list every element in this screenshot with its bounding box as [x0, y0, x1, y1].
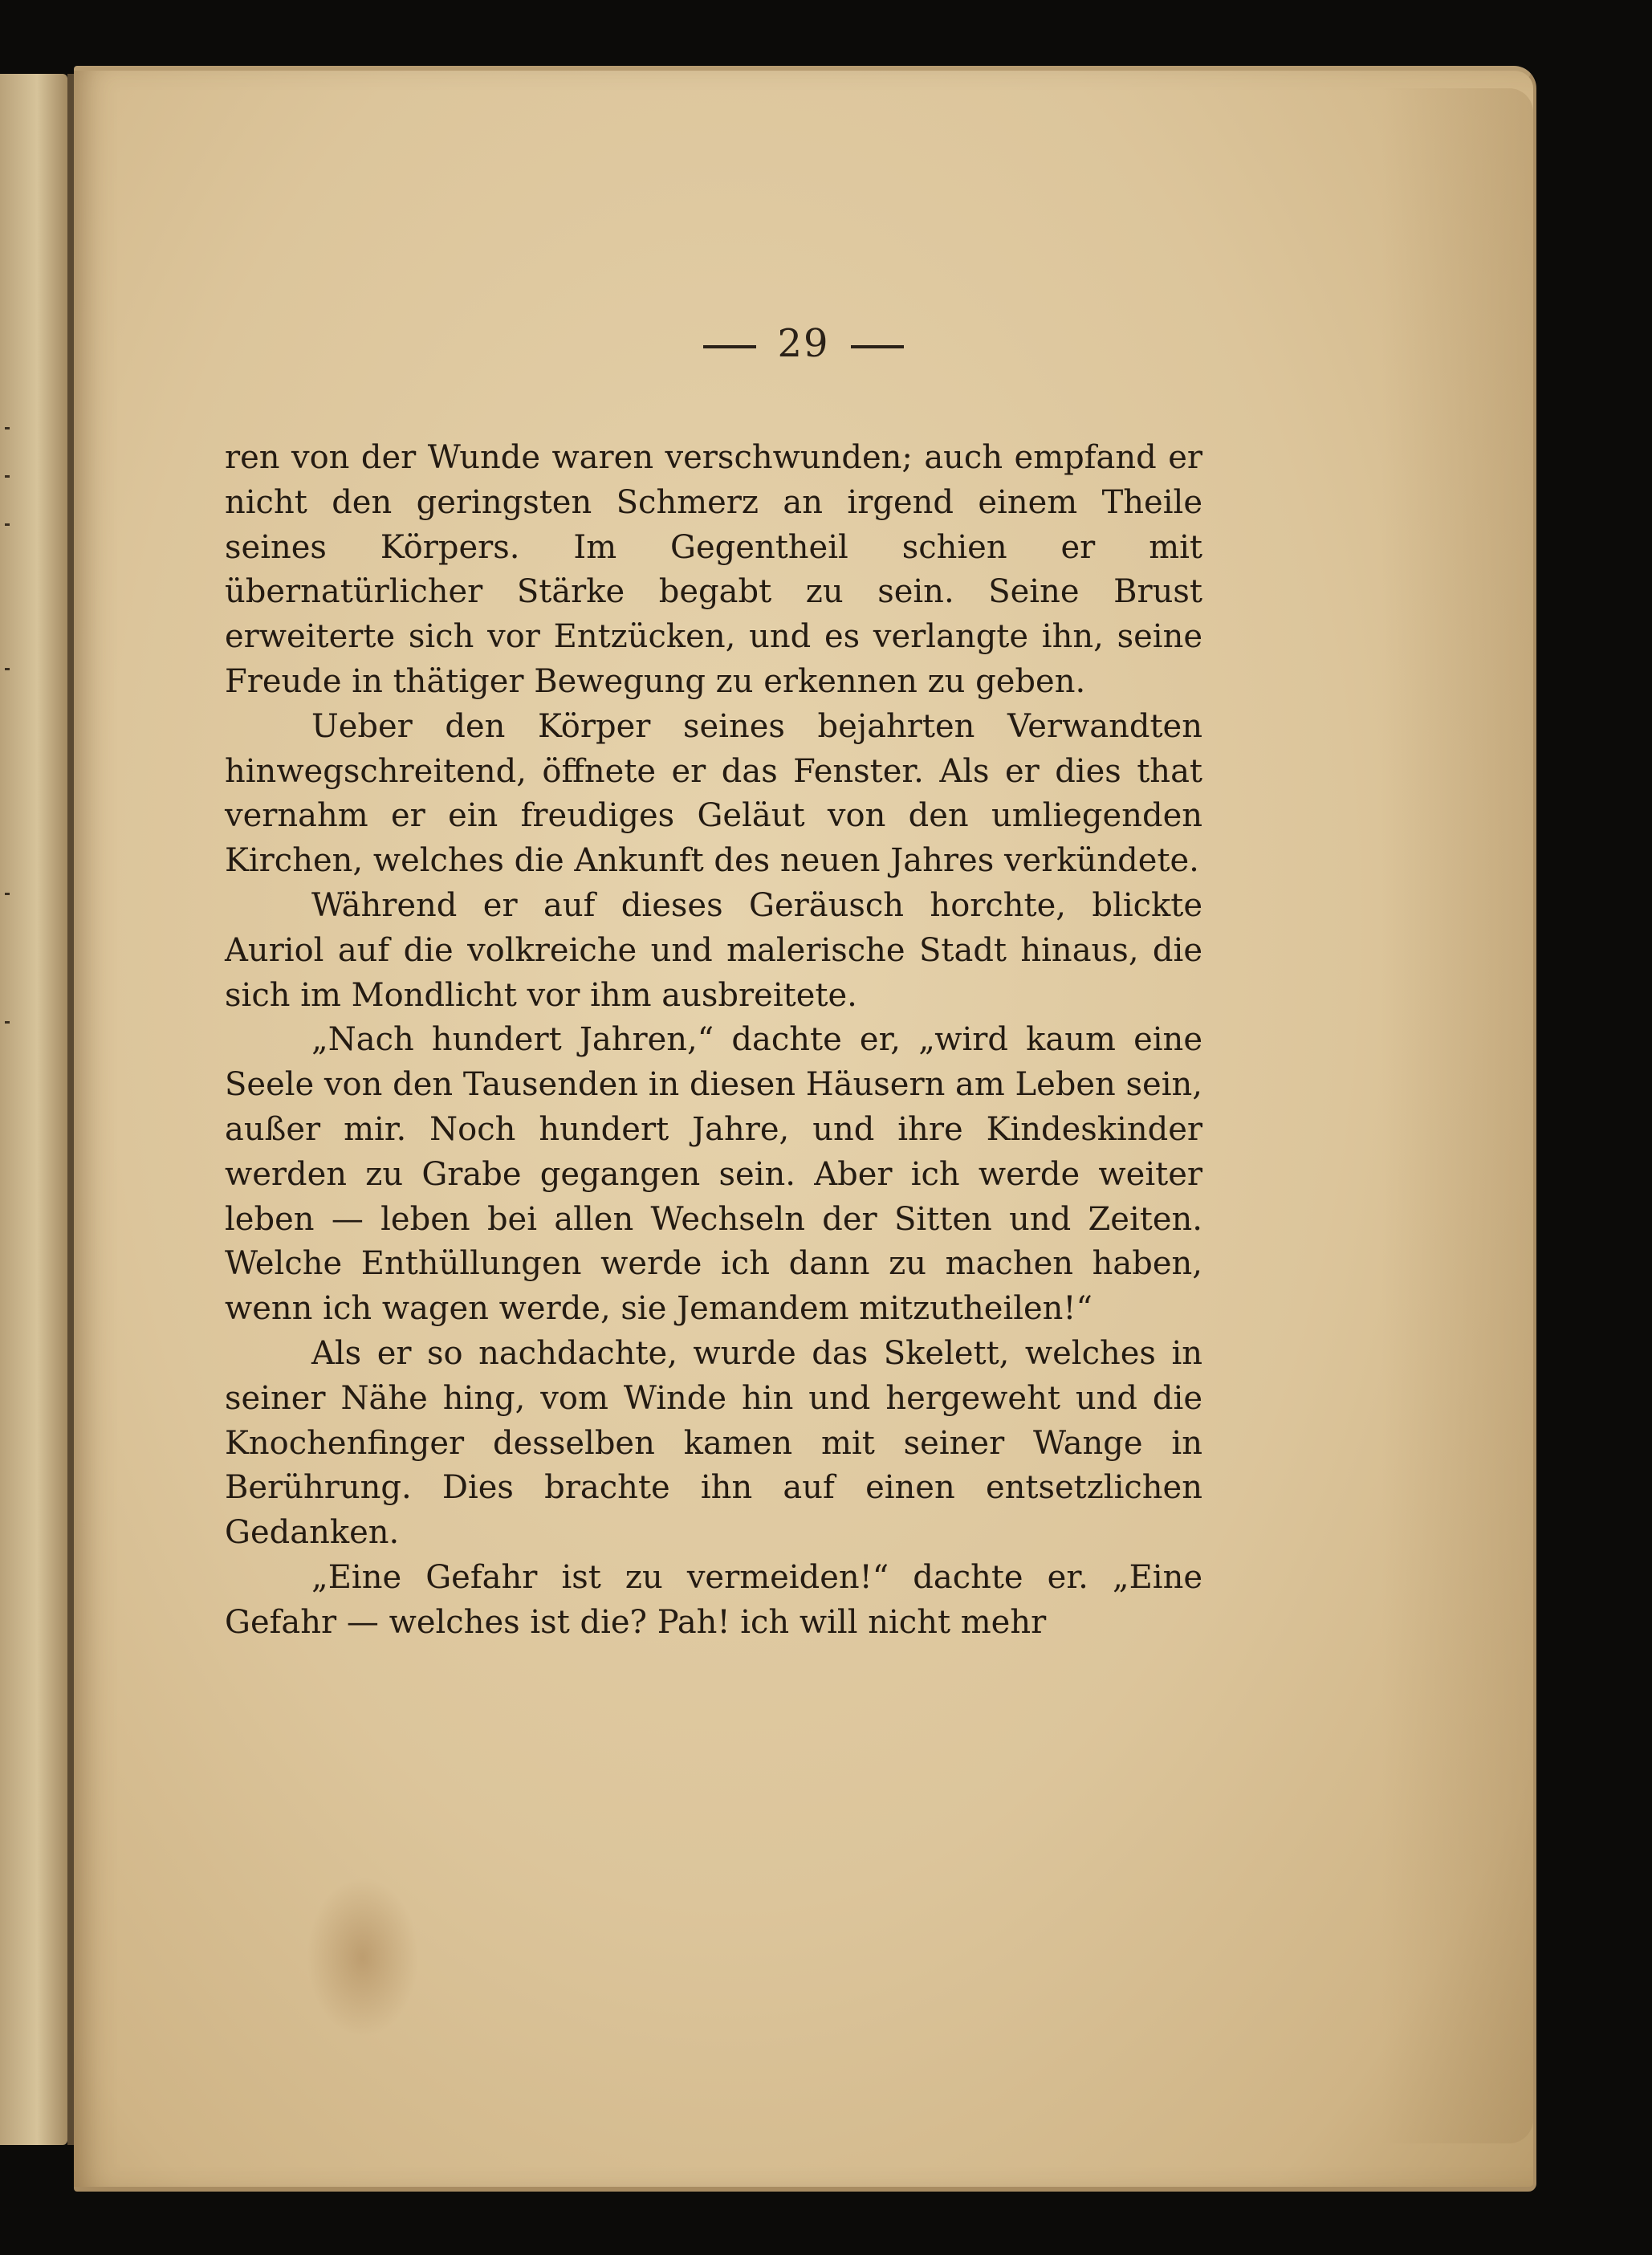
- paragraph: Als er so nachdachte, wurde das Skelett, welches in seiner Nähe hing, vom Winde hin und hergeweht und die Knochenfinger desselben kamen mit seiner Wange in Berührung. Dies brachte ihn auf einen entsetzlichen Gedanken.: [225, 1334, 1202, 1552]
- book-page: [74, 66, 1536, 2192]
- edge-mark: [5, 427, 10, 429]
- edge-mark: [5, 1021, 10, 1024]
- paragraph: Während er auf dieses Geräusch horchte, blickte Auriol auf die volkreiche und malerische Stadt hinaus, die sich im Mondlicht vor ihm ausbreitete.: [225, 886, 1202, 1014]
- edge-mark: [5, 893, 10, 895]
- paper-stain: [307, 1877, 419, 2037]
- facing-page-edge: [0, 74, 67, 2145]
- paragraph: „Nach hundert Jahren,“ dachte er, „wird kaum eine Seele von den Tausenden in diesen Häusern am Leben sein, außer mir. Noch hundert Jahre, und ihre Kindeskinder werden zu Grabe gegangen sein. Aber ich werde weiter leben — leben bei allen Wechseln der Sitten und Zeiten. Welche Enthüllungen werde ich dann zu machen haben, wenn ich wagen werde, sie Jemandem mitzutheilen!“: [225, 1021, 1202, 1328]
- edge-mark: [5, 475, 10, 478]
- edge-mark: [5, 668, 10, 670]
- body-text: [225, 436, 1202, 1646]
- paragraph: „Eine Gefahr ist zu vermeiden!“ dachte er. „Eine Gefahr — welches ist die? Pah! ich will nicht mehr: [225, 1558, 1202, 1641]
- folio-dash-left: [703, 345, 756, 348]
- paragraph: ren von der Wunde waren verschwunden; auch empfand er nicht den geringsten Schmerz an irgend einem Theile seines Körpers. Im Gegentheil schien er mit übernatürlicher Stärke begabt zu sein. Seine Brust erweiterte sich vor Entzücken, und es verlangte ihn, seine Freude in thätiger Bewegung zu erkennen zu geben.: [225, 439, 1202, 700]
- edge-mark: [5, 523, 10, 526]
- page-number: [74, 321, 1533, 366]
- page-number-value: 29: [777, 321, 830, 366]
- paragraph: Ueber den Körper seines bejahrten Verwandten hinwegschreitend, öffnete er das Fenster. Als er dies that vernahm er ein freudiges Geläut von den umliegenden Kirchen, welches die Ankunft des neuen Jahres verkündete.: [225, 707, 1202, 880]
- folio-dash-right: [851, 345, 904, 348]
